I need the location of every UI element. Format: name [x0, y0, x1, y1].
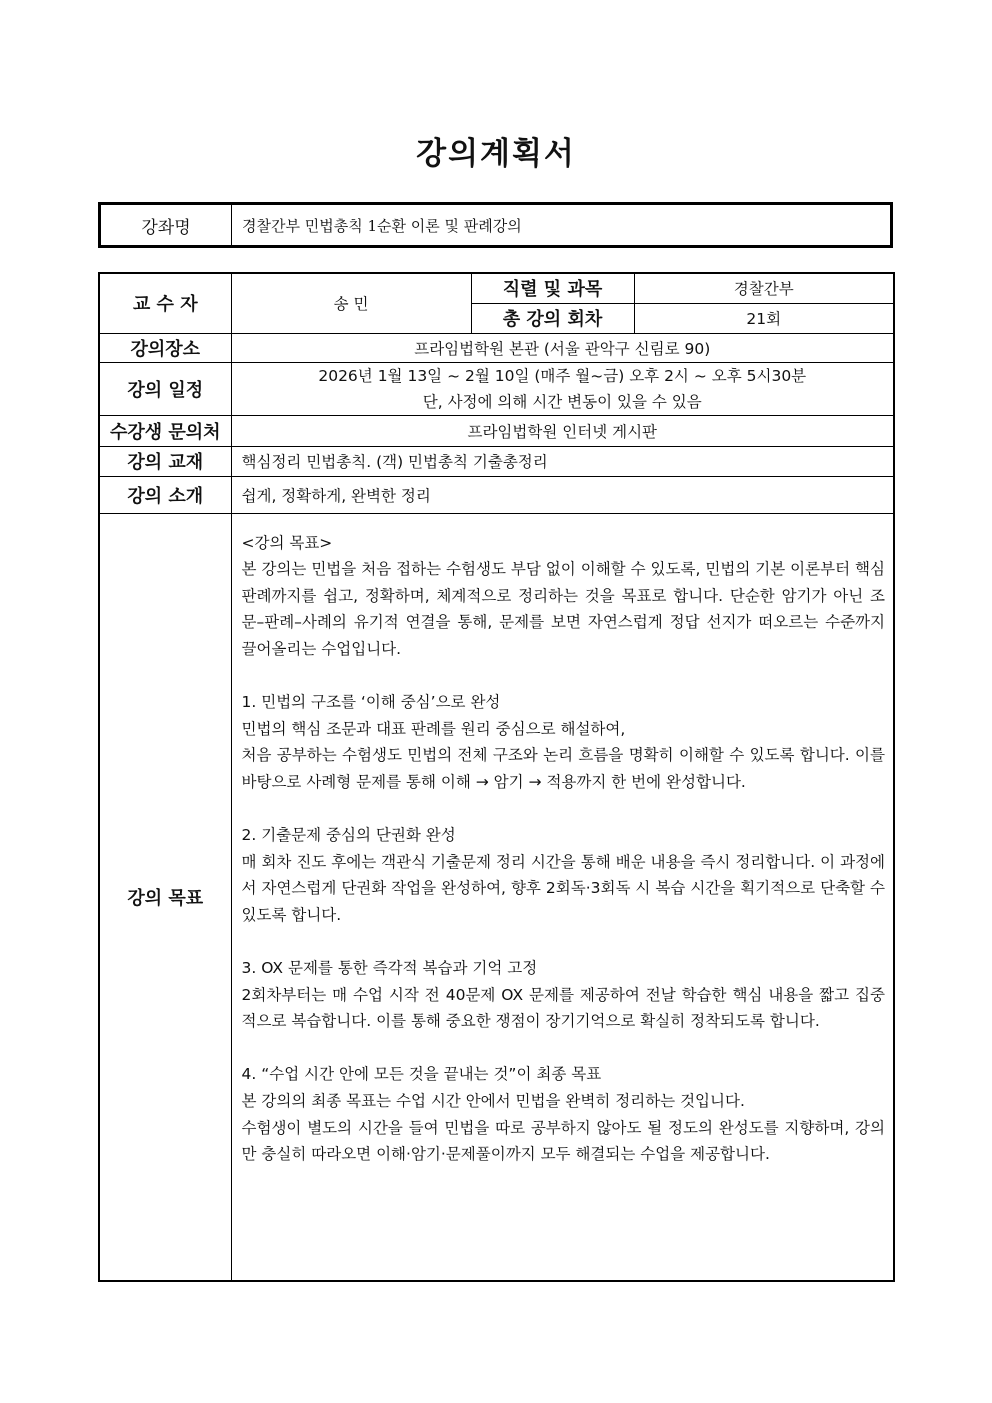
venue-value: 프라임법학원 본관 (서울 관악구 신림로 90)	[231, 333, 894, 362]
textbook-label: 강의 교재	[99, 446, 231, 476]
goal-item-3-line-1: 2회차부터는 매 수업 시작 전 40문제 OX 문제를 제공하여 전날 학습한 핵심 내용을 짧고 집중적으로 복습합니다. 이를 통해 중요한 쟁점이 장기기억으로 확실히 정착되도록 합니다.	[241, 985, 885, 1031]
goal-item-3-title: 3. OX 문제를 통한 즉각적 복습과 기억 고정	[241, 959, 538, 977]
goal-item-2-title: 2. 기출문제 중심의 단권화 완성	[241, 826, 456, 845]
goal-item-4-line-2: 수험생이 별도의 시간을 들여 민법을 따로 공부하지 않아도 될 정도의 완성도를 지향하며, 강의만 충실히 따라오면 이해·암기·문제풀이까지 모두 해결되는 수업을 제공합니다.	[241, 1118, 885, 1164]
goals-intro: 본 강의는 민법을 처음 접하는 수험생도 부담 없이 이해할 수 있도록, 민법의 기본 이론부터 핵심 판례까지를 쉽고, 정확하며, 체계적으로 정리하는 것을 목표로 합니다. 단순한 암기가 아닌 조문–판례–사례의 유기적 연결을 통해, 문제를 보면 자연스럽게 정답 선지가 떠오르는 수준까지 끌어올리는 수업입니다.	[241, 560, 885, 658]
intro-value: 쉽게, 정확하게, 완벽한 정리	[231, 476, 894, 513]
goals-heading: <강의 목표>	[241, 533, 333, 552]
page-title: 강의계획서	[416, 136, 576, 172]
schedule-value	[231, 362, 894, 415]
venue-label: 강의장소	[99, 333, 231, 362]
textbook-value: 핵심정리 민법총칙. (객) 민법총칙 기출총정리	[231, 446, 894, 476]
contact-label: 수강생 문의처	[99, 415, 231, 446]
goal-item-4-line-1: 본 강의의 최종 목표는 수업 시간 안에서 민법을 완벽히 정리하는 것입니다.	[241, 1091, 745, 1110]
schedule-line-2: 단, 사정에 의해 시간 변동이 있을 수 있음	[422, 392, 702, 411]
course-name-label: 강좌명	[100, 204, 232, 247]
sessions-value: 21회	[634, 303, 894, 333]
schedule-line-1: 2026년 1월 13일 ~ 2월 10일 (매주 월~금) 오후 2시 ~ 오후 5시30분	[318, 366, 807, 385]
instructor-label: 교 수 자	[99, 273, 231, 333]
goals-content	[231, 513, 894, 1281]
position-value: 경찰간부	[634, 273, 894, 303]
goal-item-2-line-1: 매 회차 진도 후에는 객관식 기출문제 정리 시간을 통해 배운 내용을 즉시 정리합니다. 이 과정에서 자연스럽게 단권화 작업을 완성하여, 향후 2회독·3회독 시 복습 시간을 획기적으로 단축할 수 있도록 합니다.	[241, 852, 885, 924]
goal-item-1-title: 1. 민법의 구조를 ‘이해 중심’으로 완성	[241, 693, 501, 712]
contact-value: 프라임법학원 인터넷 게시판	[231, 415, 894, 446]
position-label: 직렬 및 과목	[471, 273, 634, 303]
schedule-label: 강의 일정	[99, 362, 231, 415]
instructor-value: 송 민	[231, 273, 471, 333]
goals-label: 강의 목표	[99, 513, 231, 1281]
goal-item-4-title: 4. “수업 시간 안에 모든 것을 끝내는 것”이 최종 목표	[241, 1065, 602, 1084]
course-name-value: 경찰간부 민법총칙 1순환 이론 및 판례강의	[232, 204, 892, 247]
lecture-plan-table	[98, 272, 895, 1282]
intro-label: 강의 소개	[99, 476, 231, 513]
goal-item-1-line-2: 처음 공부하는 수험생도 민법의 전체 구조와 논리 흐름을 명확히 이해할 수 있도록 합니다. 이를 바탕으로 사례형 문제를 통해 이해 → 암기 → 적용까지 한 번에 완성합니다.	[241, 746, 885, 791]
course-name-table	[98, 202, 893, 248]
goal-item-1-line-1: 민법의 핵심 조문과 대표 판례를 원리 중심으로 해설하여,	[241, 719, 626, 738]
sessions-label: 총 강의 회차	[471, 303, 634, 333]
